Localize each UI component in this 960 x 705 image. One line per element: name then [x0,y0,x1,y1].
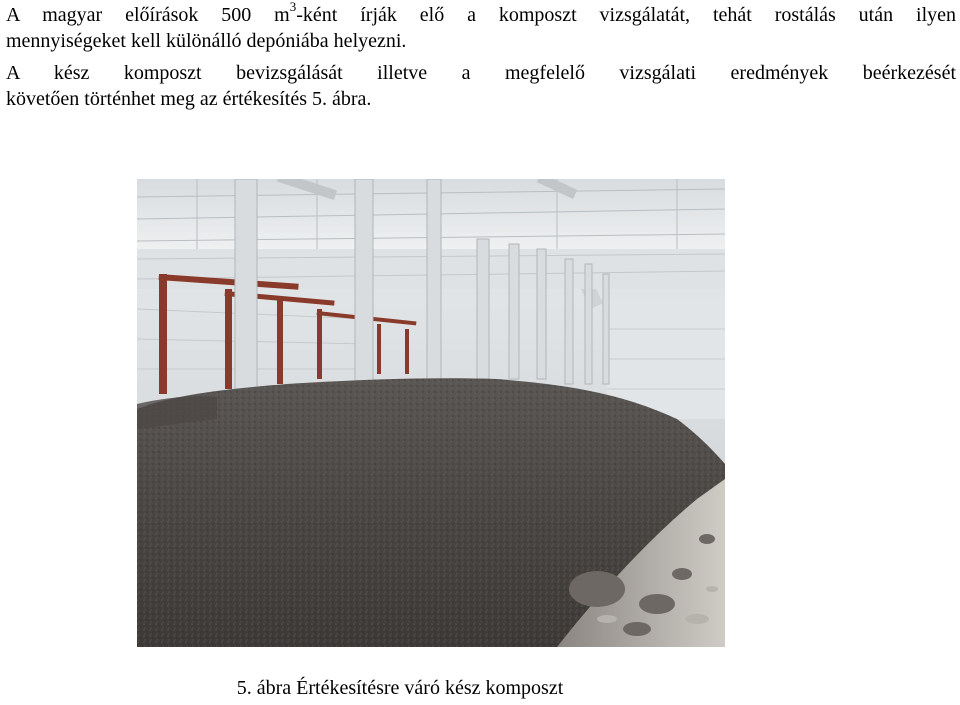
paragraph-2 [6,60,956,112]
superscript: 3 [289,0,297,15]
paragraph-1-line-1 [6,2,956,28]
paragraph-1-line-2: mennyiségeket kell különálló depóniába helyezni. [6,30,407,52]
paragraph-1 [6,2,956,54]
text-segment: A magyar előírások 500 m [6,4,290,26]
compost-photo [137,179,725,647]
paragraph-2-line-1: A kész komposzt bevizsgálását illetve a megfelelő vizsgálati eredmények beérkezését [6,62,956,84]
compost-hall-illustration [137,179,725,647]
paragraph-2-line-2: követően történhet meg az értékesítés 5. ábra. [6,88,372,110]
text-segment: -ként írják elő a komposzt vizsgálatát, tehát rostálás után ilyen [296,4,956,26]
figure-caption: 5. ábra Értékesítésre váró kész komposzt [236,677,564,699]
